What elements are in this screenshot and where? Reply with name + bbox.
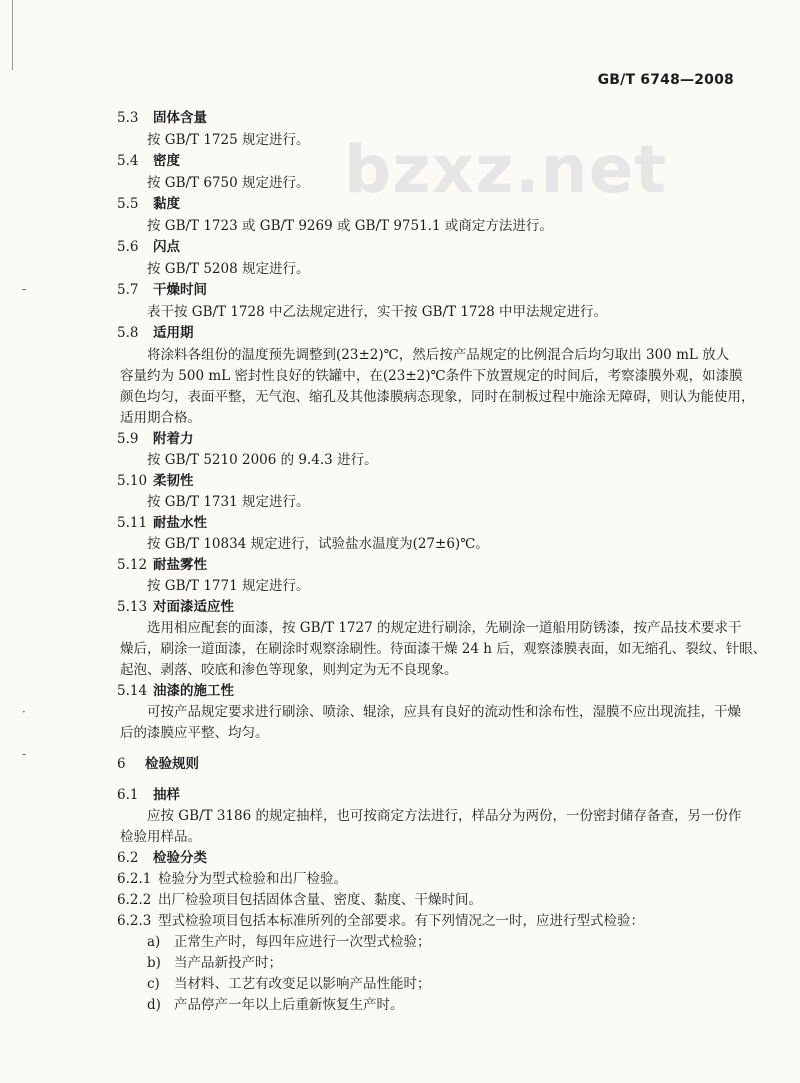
scan-speck: · (22, 705, 26, 719)
section-heading: 5.12 耐盐雾性 (117, 557, 207, 573)
section-text: 应按 GB/T 3186 的规定抽样，也可按商定方法进行，样品分为两份，一份密封储存备查，另一份作 (147, 808, 742, 824)
section-text: 按 GB/T 5208 规定进行。 (147, 261, 310, 277)
list-item: c) 当材料、工艺有改变足以影响产品性能时； (147, 976, 431, 992)
subsection-line: 6.2.3 型式检验项目包括本标准所列的全部要求。有下列情况之一时，应进行型式检验： (117, 913, 644, 929)
section-text: 后的漆膜应平整、均匀。 (120, 725, 269, 741)
section-heading: 5.9 附着力 (117, 431, 194, 447)
section-text: 按 GB/T 1725 规定进行。 (147, 132, 310, 148)
section-heading: 5.10 柔韧性 (117, 473, 194, 489)
section-text: 按 GB/T 1731 规定进行。 (147, 494, 310, 510)
section-text: 按 GB/T 6750 规定进行。 (147, 175, 310, 191)
section-text: 起泡、剥落、咬底和渗色等现象，则判定为无不良现象。 (120, 662, 458, 678)
section-text: 适用期合格。 (120, 410, 201, 426)
section-text: 选用相应配套的面漆，按 GB/T 1727 的规定进行刷涂，先刷涂一道船用防锈漆，按产品技术要求干 (147, 620, 742, 636)
standard-code-header: GB/T 6748—2008 (597, 72, 734, 88)
section-heading: 5.5 黏度 (117, 196, 180, 212)
subsection-line: 6.2.1 检验分为型式检验和出厂检验。 (117, 871, 347, 887)
section-heading: 5.13 对面漆适应性 (117, 599, 234, 615)
section-text: 可按产品规定要求进行刷涂、喷涂、辊涂，应具有良好的流动性和涂布性，湿膜不应出现流挂，干燥 (147, 704, 741, 720)
section-heading: 5.8 适用期 (117, 325, 194, 341)
section-heading: 5.3 固体含量 (117, 110, 207, 126)
section-text: 按 GB/T 10834 规定进行，试验盐水温度为(27±6)℃。 (147, 536, 489, 552)
section-text: 颜色均匀，表面平整，无气泡、缩孔及其他漆膜病态现象，同时在制板过程中施涂无障碍，则认为能使用， (120, 389, 755, 405)
section-heading: 5.7 干燥时间 (117, 282, 207, 298)
section-heading: 5.11 耐盐水性 (117, 515, 207, 531)
watermark: bzxz.net (344, 131, 668, 208)
scan-speck: - (22, 282, 27, 296)
section-text: 表干按 GB/T 1728 中乙法规定进行，实干按 GB/T 1728 中甲法规定进行。 (147, 304, 607, 320)
list-item: d) 产品停产一年以上后重新恢复生产时。 (147, 997, 404, 1013)
section-text: 按 GB/T 5210 2006 的 9.4.3 进行。 (147, 452, 378, 468)
section-heading: 6.1 抽样 (117, 787, 180, 803)
chapter-heading: 6 检验规则 (117, 756, 199, 772)
list-item: a) 正常生产时，每四年应进行一次型式检验； (147, 934, 431, 950)
scan-edge-line (12, 0, 13, 70)
subsection-line: 6.2.2 出厂检验项目包括固体含量、密度、黏度、干燥时间。 (117, 892, 482, 908)
list-item: b) 当产品新投产时； (147, 955, 282, 971)
section-heading: 6.2 检验分类 (117, 850, 207, 866)
section-heading: 5.4 密度 (117, 153, 180, 169)
section-heading: 5.6 闪点 (117, 239, 180, 255)
section-text: 容量约为 500 mL 密封性良好的铁罐中，在(23±2)℃条件下放置规定的时间后，考察漆膜外观，如漆膜 (120, 368, 743, 384)
section-text: 按 GB/T 1723 或 GB/T 9269 或 GB/T 9751.1 或商定方法进行。 (147, 218, 553, 234)
scan-speck: - (22, 747, 27, 761)
section-text: 按 GB/T 1771 规定进行。 (147, 578, 310, 594)
section-heading: 5.14 油漆的施工性 (117, 683, 234, 699)
section-text: 将涂料各组份的温度预先调整到(23±2)℃，然后按产品规定的比例混合后均匀取出 300 mL 放人 (147, 347, 730, 363)
section-text: 燥后，刷涂一道面漆，在刷涂时观察涂刷性。待面漆干燥 24 h 后，观察漆膜表面，如无缩孔、裂纹、针眼、 (120, 641, 767, 657)
section-text: 检验用样品。 (120, 829, 201, 845)
